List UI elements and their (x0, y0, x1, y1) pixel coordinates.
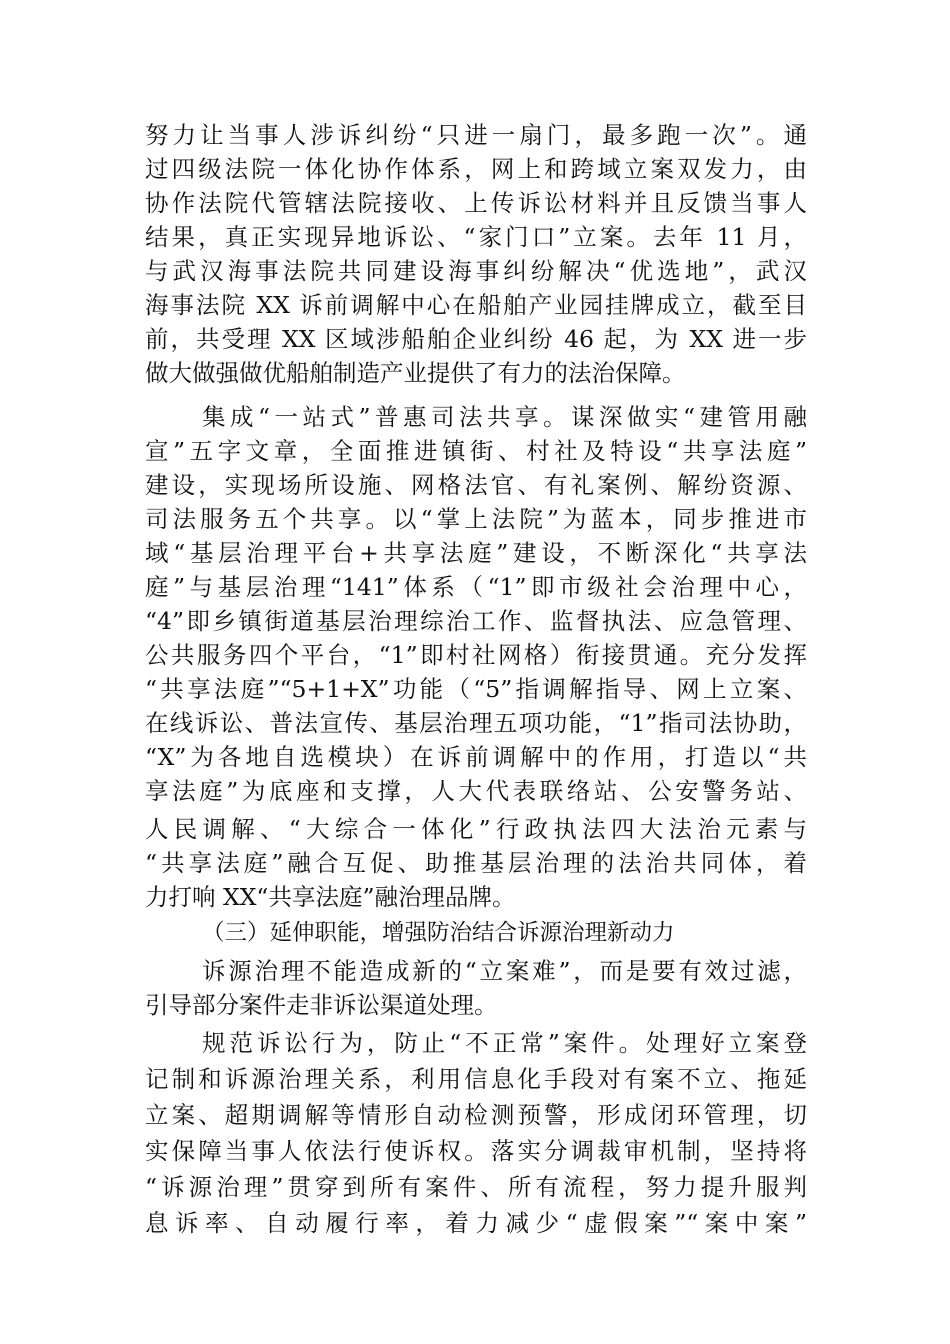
body-text-line: 记制和诉源治理关系，利用信息化手段对有案不立、拖延 (145, 1065, 807, 1093)
body-text-line: 域“基层治理平台+共享法庭”建设，不断深化“共享法 (145, 539, 807, 567)
section-heading: （三）延伸职能，增强防治结合诉源治理新动力 (202, 920, 675, 946)
body-text-line: 立案、超期调解等情形自动检测预警，形成闭环管理，切 (145, 1101, 807, 1129)
body-text-line: 在线诉讼、普法宣传、基层治理五项功能，“1”指司法协助， (145, 709, 807, 737)
body-text-line: 司法服务五个共享。以“掌上法院”为蓝本，同步推进市 (145, 505, 807, 533)
body-text-line: 与武汉海事法院共同建设海事纠纷解决“优选地”，武汉 (145, 257, 807, 285)
body-text-line: “4”即乡镇街道基层治理综治工作、监督执法、应急管理、 (145, 607, 807, 635)
body-text-line: 庭”与基层治理“141”体系（“1”即市级社会治理中心， (145, 573, 807, 601)
body-text-line: 前，共受理 XX 区域涉船舶企业纠纷 46 起，为 XX 进一步 (145, 325, 807, 353)
body-text-line: 息诉率、自动履行率，着力减少“虚假案”“案中案” (145, 1209, 807, 1237)
body-text-line: 协作法院代管辖法院接收、上传诉讼材料并且反馈当事人 (145, 189, 807, 217)
body-text-line: 宣”五字文章，全面推进镇街、村社及特设“共享法庭” (145, 437, 807, 465)
body-text-line: 力打响 XX“共享法庭”融治理品牌。 (145, 883, 516, 911)
body-text-line: 人民调解、“大综合一体化”行政执法四大法治元素与 (145, 815, 807, 843)
paragraph-lead-line: 诉源治理不能造成新的“立案难”，而是要有效过滤， (202, 957, 807, 985)
body-text-line: 实保障当事人依法行使诉权。落实分调裁审机制，坚持将 (145, 1137, 807, 1165)
body-text-line: 过四级法院一体化协作体系，网上和跨域立案双发力，由 (145, 155, 807, 183)
body-text-line: 享法庭”为底座和支撑，人大代表联络站、公安警务站、 (145, 777, 807, 805)
body-text-line: “诉源治理”贯穿到所有案件、所有流程，努力提升服判 (145, 1173, 807, 1201)
body-text-line: “X”为各地自选模块）在诉前调解中的作用，打造以“共 (145, 743, 807, 771)
body-text-line: 引导部分案件走非诉讼渠道处理。 (145, 991, 498, 1019)
body-text-line: 做大做强做优船舶制造产业提供了有力的法治保障。 (145, 359, 686, 387)
paragraph-lead-line: 规范诉讼行为，防止“不正常”案件。处理好立案登 (202, 1029, 807, 1057)
body-text-line: 公共服务四个平台，“1”即村社网格）衔接贯通。充分发挥 (145, 641, 807, 669)
body-text-line: 建设，实现场所设施、网格法官、有礼案例、解纷资源、 (145, 471, 807, 499)
paragraph-lead-line: 集成“一站式”普惠司法共享。谋深做实“建管用融 (202, 403, 807, 431)
body-text-line: “共享法庭”融合互促、助推基层治理的法治共同体，着 (145, 849, 807, 877)
body-text-line: 结果，真正实现异地诉讼、“家门口”立案。去年 11 月， (145, 223, 807, 251)
body-text-line: 努力让当事人涉诉纠纷“只进一扇门，最多跑一次”。通 (145, 121, 807, 149)
body-text-line: “共享法庭”“5+1+X”功能（“5”指调解指导、网上立案、 (145, 675, 807, 703)
body-text-line: 海事法院 XX 诉前调解中心在船舶产业园挂牌成立，截至目 (145, 291, 807, 319)
